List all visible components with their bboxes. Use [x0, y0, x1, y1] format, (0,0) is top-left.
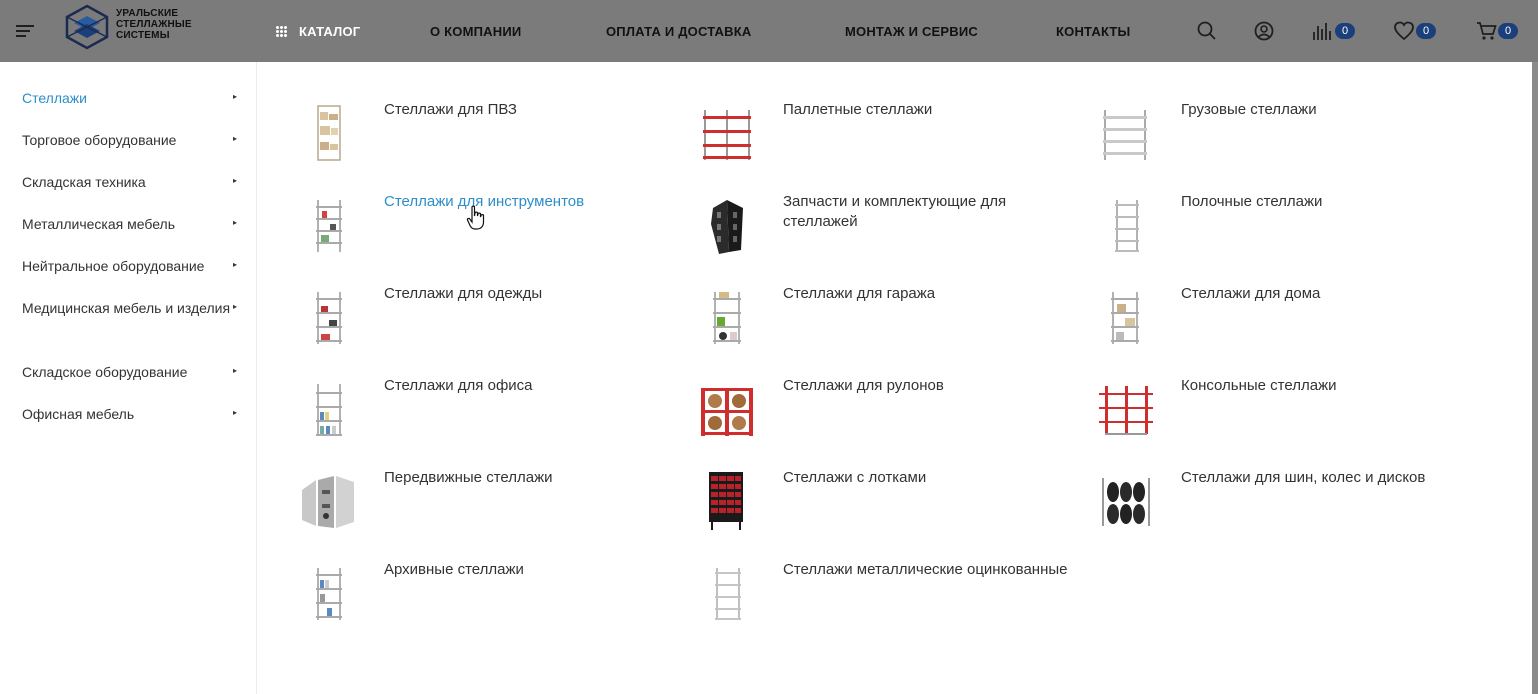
- galvanized-shelving-image: [697, 562, 759, 624]
- catalog-item[interactable]: [697, 286, 1087, 366]
- archive-shelving-image: [298, 562, 360, 624]
- chevron-right-icon: ▸: [233, 176, 238, 185]
- sidebar-item-retail-equipment[interactable]: Торговое оборудование: [22, 132, 177, 148]
- catalog-item-label[interactable]: Паллетные стеллажи: [783, 101, 933, 118]
- catalog-item[interactable]: [298, 102, 688, 182]
- catalog-item-label[interactable]: Стеллажи для дома: [1181, 285, 1321, 302]
- catalog-item-label[interactable]: Полочные стеллажи: [1181, 193, 1323, 210]
- nav-catalog[interactable]: КАТАЛОГ: [299, 24, 361, 39]
- sidebar-item-warehouse-equipment[interactable]: Складское оборудование: [22, 364, 188, 380]
- catalog-item-label[interactable]: Архивные стеллажи: [384, 561, 524, 578]
- catalog-item-label[interactable]: Стеллажи с лотками: [783, 469, 927, 486]
- compare-icon[interactable]: [1311, 20, 1333, 42]
- nav-about[interactable]: О КОМПАНИИ: [430, 24, 522, 39]
- nav-contacts[interactable]: КОНТАКТЫ: [1056, 24, 1131, 39]
- catalog-item[interactable]: [298, 378, 688, 458]
- logo-line-3: СИСТЕМЫ: [116, 30, 170, 41]
- cart-icon[interactable]: [1476, 20, 1498, 42]
- catalog-item[interactable]: [1095, 194, 1485, 274]
- user-icon[interactable]: [1253, 20, 1275, 42]
- catalog-item[interactable]: [298, 470, 688, 550]
- catalog-item-label[interactable]: Стеллажи для рулонов: [783, 377, 944, 394]
- sidebar-item-shelving[interactable]: Стеллажи: [22, 90, 87, 106]
- logo-line-1: УРАЛЬСКИЕ: [116, 8, 179, 19]
- category-sidebar: [0, 62, 257, 694]
- compare-badge: 0: [1335, 23, 1355, 39]
- catalog-item[interactable]: [1095, 470, 1485, 550]
- cantilever-racking-image: [1095, 378, 1157, 440]
- catalog-item-label[interactable]: Стеллажи для гаража: [783, 285, 936, 302]
- home-shelving-image: [1095, 286, 1157, 348]
- catalog-item[interactable]: [1095, 378, 1485, 458]
- heart-icon[interactable]: [1393, 20, 1415, 42]
- grid-icon: [276, 26, 287, 37]
- catalog-item[interactable]: [697, 102, 1087, 182]
- catalog-item-label[interactable]: Стеллажи для инструментов: [384, 193, 585, 210]
- catalog-item[interactable]: [1095, 102, 1485, 182]
- shelf-racking-image: [1095, 194, 1157, 256]
- catalog-dropdown: [0, 62, 1532, 694]
- logo-icon[interactable]: [64, 4, 110, 50]
- catalog-item-label[interactable]: Стеллажи для ПВЗ: [384, 101, 517, 118]
- shelving-pvz-image: [298, 102, 360, 164]
- sidebar-item-medical-furniture[interactable]: Медицинская мебель и изделия: [22, 300, 231, 316]
- site-header: [0, 0, 1538, 62]
- catalog-item-label[interactable]: Консольные стеллажи: [1181, 377, 1337, 394]
- rack-parts-image: [697, 194, 759, 256]
- catalog-item[interactable]: [1095, 286, 1485, 366]
- sidebar-item-warehouse-machinery[interactable]: Складская техника: [22, 174, 146, 190]
- chevron-right-icon: ▸: [233, 408, 238, 417]
- chevron-right-icon: ▸: [233, 218, 238, 227]
- catalog-item-label[interactable]: Передвижные стеллажи: [384, 469, 553, 486]
- chevron-right-icon: ▸: [233, 366, 238, 375]
- tire-racking-image: [1095, 470, 1157, 532]
- catalog-item-label[interactable]: Стеллажи для офиса: [384, 377, 533, 394]
- chevron-right-icon: ▸: [233, 302, 238, 311]
- office-shelving-image: [298, 378, 360, 440]
- catalog-item[interactable]: [697, 194, 1087, 274]
- catalog-item[interactable]: [697, 378, 1087, 458]
- catalog-item[interactable]: [298, 286, 688, 366]
- cart-badge: 0: [1498, 23, 1518, 39]
- nav-service[interactable]: МОНТАЖ И СЕРВИС: [845, 24, 979, 39]
- catalog-item-label[interactable]: Стеллажи для шин, колес и дисков: [1181, 469, 1426, 486]
- catalog-item[interactable]: [697, 562, 1087, 642]
- catalog-item[interactable]: [298, 562, 688, 642]
- catalog-item-label[interactable]: Грузовые стеллажи: [1181, 101, 1317, 118]
- sidebar-item-office-furniture[interactable]: Офисная мебель: [22, 406, 135, 422]
- chevron-right-icon: ▸: [233, 92, 238, 101]
- catalog-item-label[interactable]: Стеллажи металлические оцинкованные: [783, 561, 1068, 578]
- clothing-shelving-image: [298, 286, 360, 348]
- chevron-right-icon: ▸: [233, 260, 238, 269]
- chevron-right-icon: ▸: [233, 134, 238, 143]
- sidebar-item-metal-furniture[interactable]: Металлическая мебель: [22, 216, 176, 232]
- catalog-item-label[interactable]: Стеллажи для одежды: [384, 285, 543, 302]
- logo-text[interactable]: [116, 8, 192, 41]
- catalog-item-label[interactable]: Запчасти и комплектующие для стеллажей: [783, 193, 1007, 230]
- hand-cursor-icon: [466, 205, 488, 231]
- catalog-item[interactable]: [298, 194, 688, 274]
- roll-racking-image: [697, 378, 759, 440]
- menu-icon[interactable]: [16, 25, 34, 37]
- cargo-racking-image: [1095, 102, 1157, 164]
- nav-payment[interactable]: ОПЛАТА И ДОСТАВКА: [606, 24, 752, 39]
- tray-shelving-image: [697, 470, 759, 532]
- tool-shelving-image: [298, 194, 360, 256]
- garage-shelving-image: [697, 286, 759, 348]
- sidebar-item-neutral-equipment[interactable]: Нейтральное оборудование: [22, 258, 205, 274]
- mobile-shelving-image: [298, 470, 360, 532]
- favorites-badge: 0: [1416, 23, 1436, 39]
- catalog-item[interactable]: [697, 470, 1087, 550]
- logo-line-2: СТЕЛЛАЖНЫЕ: [116, 19, 192, 30]
- search-icon[interactable]: [1196, 20, 1218, 42]
- pallet-racking-image: [697, 102, 759, 164]
